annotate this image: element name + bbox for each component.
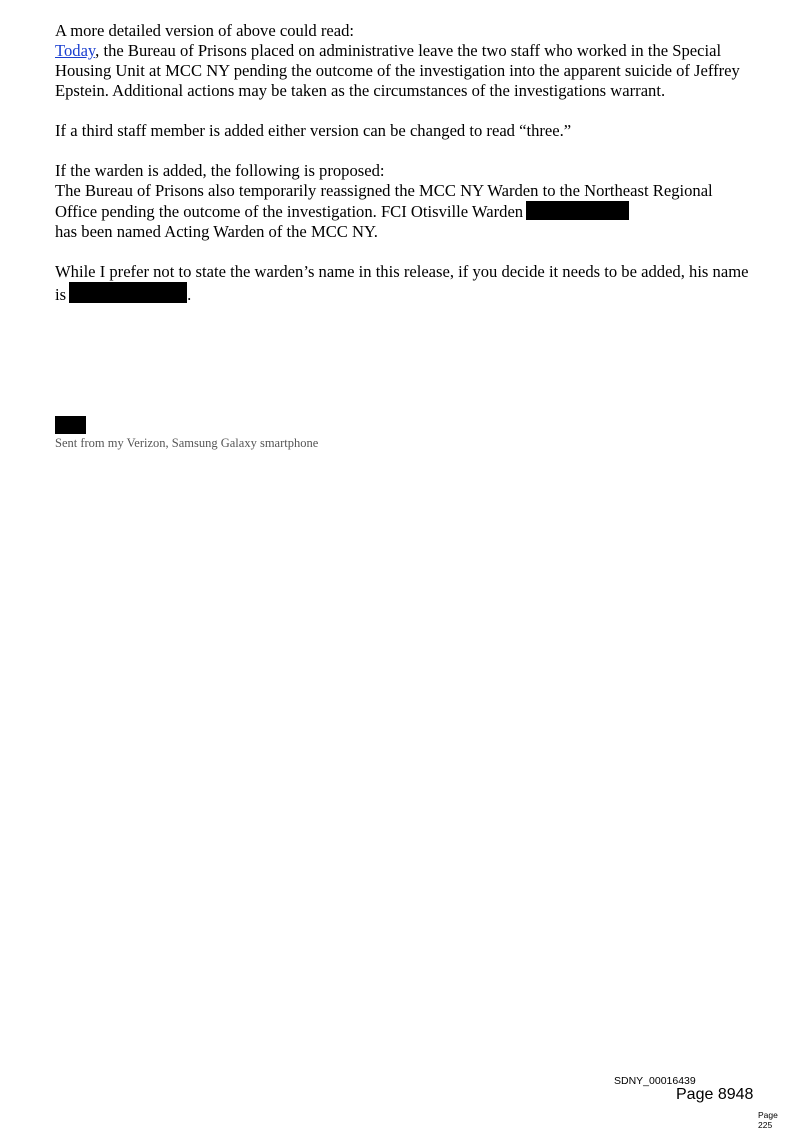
spacer [55,101,755,121]
paragraph-text-continued: has been named Acting Warden of the MCC NY. [55,222,378,241]
email-body [55,21,755,305]
paragraph-text: If a third staff member is added either version can be changed to read “three.” [55,121,572,140]
paragraph-text-continued: . [187,285,192,304]
paragraph-warden-proposal [55,161,755,242]
page-number-small: Page 225 [758,1110,778,1130]
redaction-block [526,201,629,220]
spacer [55,141,755,161]
paragraph-detailed-version [55,21,755,101]
bates-number: SDNY_00016439 [614,1075,696,1087]
paragraph-text: The Bureau of Prisons also temporarily reassigned the MCC NY Warden to the Northeast Regional Office pending the outcome of the investigation. FCI Otisville Warden [55,181,713,221]
paragraph-intro: A more detailed version of above could read: [55,21,355,40]
redaction-block-sender [55,416,86,434]
today-link[interactable]: Today [55,41,96,60]
paragraph-third-staff [55,121,755,141]
paragraph-text: , the Bureau of Prisons placed on administrative leave the two staff who worked in the Special Housing Unit at MCC NY pending the outcome of the investigation into the apparent suicide of Jeffrey Epstein. Additional actions may be taken as the circumstances of the investigations warrant. [55,41,740,100]
paragraph-intro: If the warden is added, the following is proposed: [55,161,385,180]
redaction-block [69,282,187,303]
spacer [55,242,755,262]
email-signature: Sent from my Verizon, Samsung Galaxy smartphone [55,436,319,450]
paragraph-text: While I prefer not to state the warden’s name in this release, if you decide it needs to be added, his name is [55,262,749,304]
paragraph-warden-name [55,262,755,305]
page-number: Page 8948 [676,1086,754,1103]
